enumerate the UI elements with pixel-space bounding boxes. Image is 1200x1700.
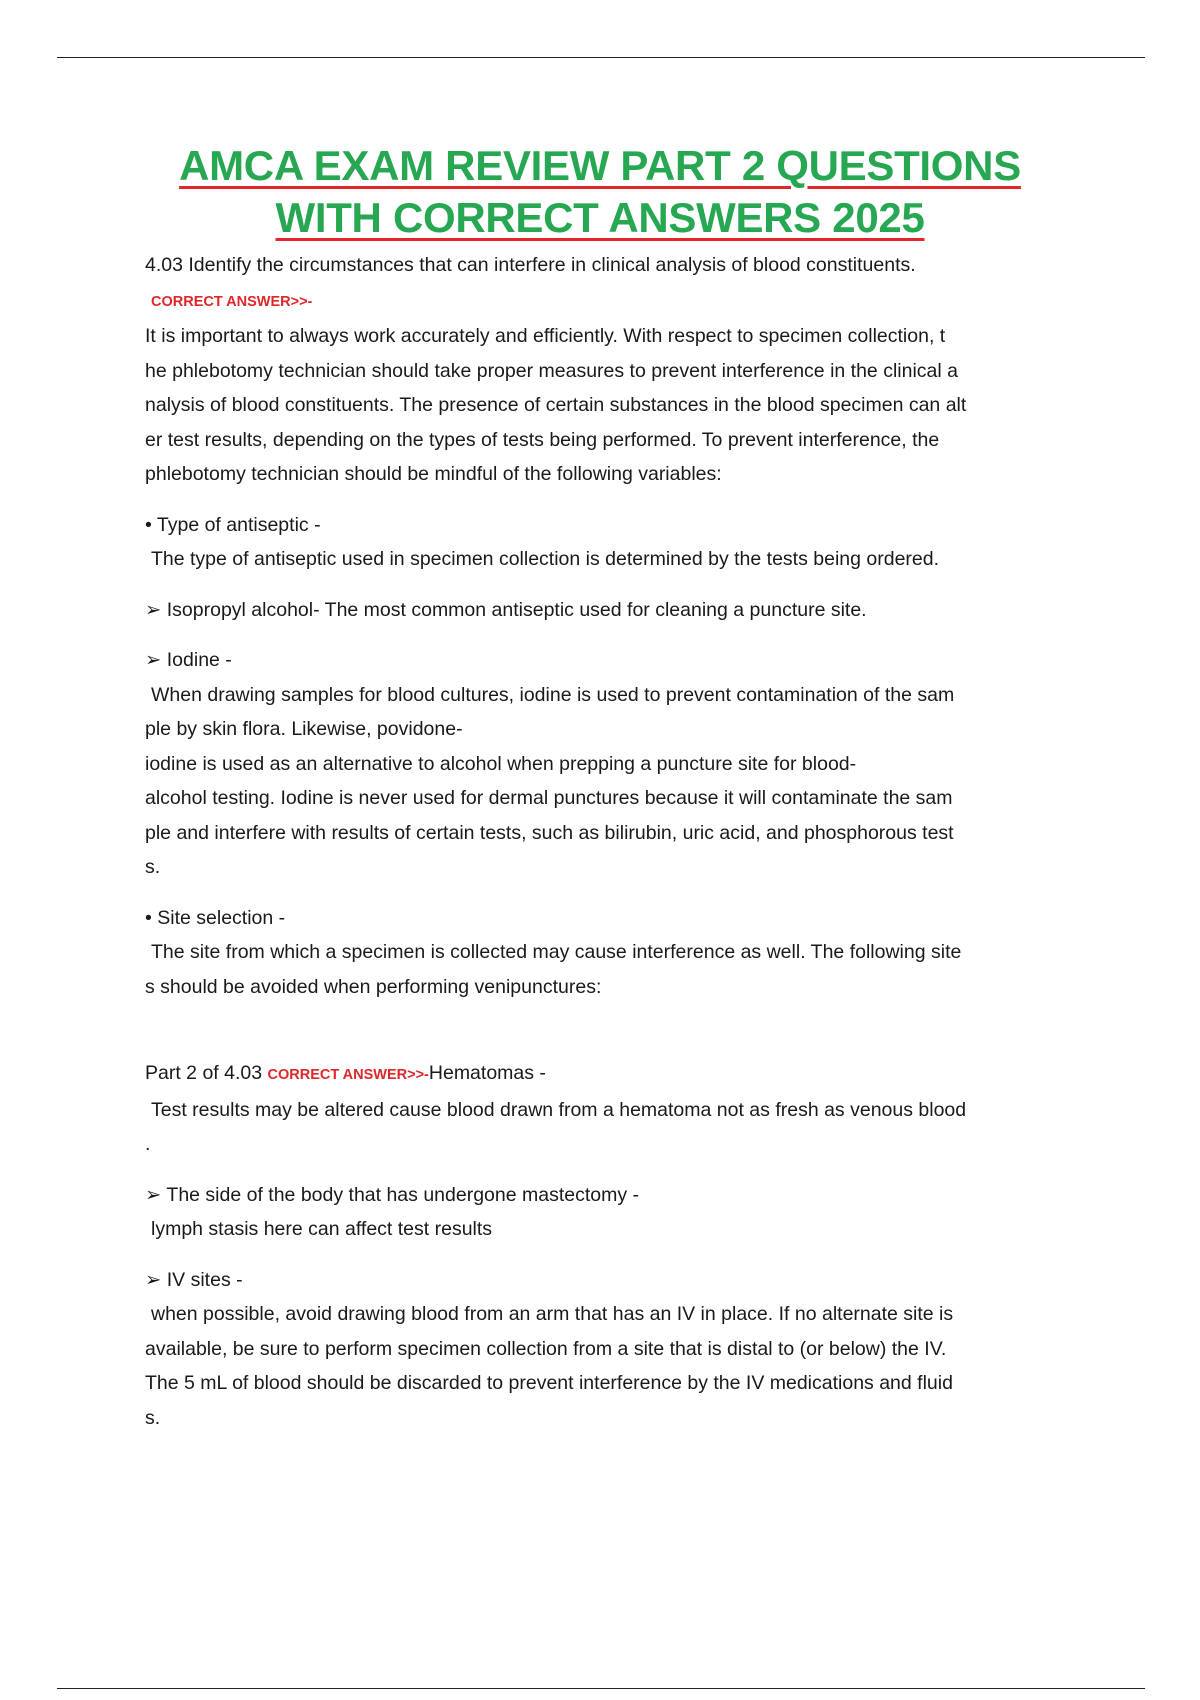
bottom-rule [57,1688,1145,1689]
document-title [120,140,1080,244]
intro-line: er test results, depending on the types of tests being performed. To prevent interference, the [145,428,940,451]
top-rule [57,57,1145,58]
mastectomy-text: lymph stasis here can affect test results [151,1218,493,1240]
intro-line: It is important to always work accurately and efficiently. With respect to specimen collection, t [145,325,946,347]
site-line: s should be avoided when performing venipunctures: [145,975,602,998]
title-line-1: AMCA EXAM REVIEW PART 2 QUESTIONS [179,142,1021,189]
isopropyl-item: ➢ Isopropyl alcohol- The most common antiseptic used for cleaning a puncture site. [145,598,867,621]
antiseptic-text: The type of antiseptic used in specimen collection is determined by the tests being ordered. [151,548,940,570]
iodine-line: s. [145,856,161,878]
iv-line: The 5 mL of blood should be discarded to prevent interference by the IV medications and fluid [145,1372,953,1394]
document-body [145,248,1085,1435]
site-heading: • Site selection - [145,906,286,929]
correct-answer-marker: CORRECT ANSWER>>- [151,293,313,310]
intro-line: he phlebotomy technician should take proper measures to prevent interference in the clinical a [145,359,958,382]
iv-line: when possible, avoid drawing blood from an arm that has an IV in place. If no alternate site is [151,1303,954,1325]
iodine-line: When drawing samples for blood cultures, iodine is used to prevent contamination of the sam [151,683,955,706]
iodine-line: alcohol testing. Iodine is never used for dermal punctures because it will contaminate the sam [145,787,953,809]
iodine-line: iodine is used as an alternative to alcohol when prepping a puncture site for blood- [145,752,857,775]
mastectomy-heading: ➢ The side of the body that has undergone mastectomy - [145,1183,640,1206]
hematoma-line: . [145,1133,151,1155]
antiseptic-heading: • Type of antiseptic - [145,513,321,536]
part2-suffix: Hematomas - [428,1062,546,1084]
part2-line [145,1056,1085,1093]
hematoma-line: Test results may be altered cause blood drawn from a hematoma not as fresh as venous blood [151,1098,967,1121]
iv-line: available, be sure to perform specimen collection from a site that is distal to (or below) the IV. [145,1337,947,1360]
iodine-heading: ➢ Iodine - [145,649,232,671]
title-line-2: WITH CORRECT ANSWERS 2025 [275,194,925,241]
iodine-line: ple by skin flora. Likewise, povidone- [145,718,463,740]
question-text: 4.03 Identify the circumstances that can interfere in clinical analysis of blood constituents. [145,254,916,276]
part2-answer-marker: CORRECT ANSWER>>- [267,1067,429,1083]
iv-line: s. [145,1406,161,1429]
iv-heading: ➢ IV sites - [145,1268,243,1291]
intro-line: nalysis of blood constituents. The presence of certain substances in the blood specimen can alt [145,394,967,416]
site-line: The site from which a specimen is collected may cause interference as well. The following site [151,941,962,963]
part2-prefix: Part 2 of 4.03 [145,1062,268,1084]
iodine-line: ple and interfere with results of certain tests, such as bilirubin, uric acid, and phosphorous test [145,821,954,844]
intro-line: phlebotomy technician should be mindful of the following variables: [145,463,722,485]
